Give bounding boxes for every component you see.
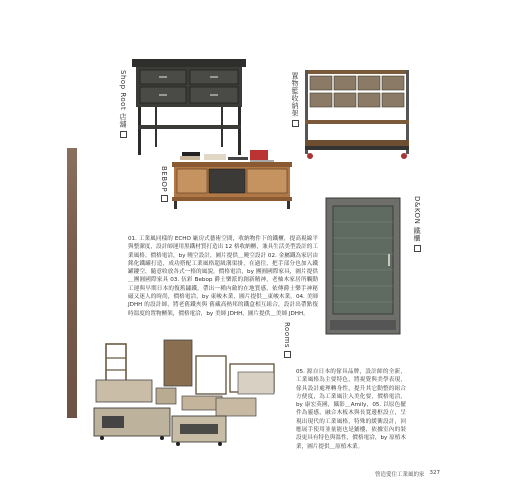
article-text-2 (296, 368, 406, 464)
bebop-text: BEBOP (160, 166, 168, 193)
rooms-furniture-image (92, 338, 288, 448)
sideboard-image (170, 160, 294, 210)
article-text-1-paragraph: 01. 工業風同樣的 ECHO 廠房式藝術空間，收納物件下的鐵櫃，提高視線平與整潔度，設計師運用黑鐵材質打造出 12 格收納櫃，兼具生活美型設計的工業風格。價格電洽，by 曉空設計，圖片提供＿曉空設計 02. 金屬鐵為家居由銘化鐵罐打造，成功搭配工業風格超級溝渠掛，在過往，把手部分也加入鐵罐鏤空，隨意收放各式一格的風貌。價格電洽，by 團圓國際家具，圖片提供＿團圓國際家具 03. 伍彩 Bebop 爵士樂派的創新精神，老柚木家居所觸動工運與早期日本的復舊鏽鐵，帶出一種內斂的在地質感，依傳爵士樂手神秘磁又迷人的時尚，價格電洽，by 東峻木業，圖片提供＿東峻木業。04. 美師 JDHH 的設計師，將老舊鐵夾與 舊藏高熱邦的鐵盒相互組合，設計出帶點復時溫度的置物櫃架，價格電洽，by 美師 JDHH，圖片提供＿美師 JDHH。 (128, 236, 318, 317)
d-kon-box (414, 245, 421, 252)
dresser-image (128, 55, 250, 157)
article-text-2-paragraph: 05. 源自日本的傢具品牌，設計師的全新，工業風格為主要特色，將視覺與美學表現，傢具設計處理轉身性，提升其它動整的組合方便度，為工業風注入美化要，價格電洽，by 康宏英國，攝影＿Amily，05. 以原色擺件為靈感，融合木板木與長寬邊框設立，呈現出現代的工業風格，特殊的緩衝設計，回應展手使用並量能也是鋪樓，依據室內的裝設更具有特色與溫性，價格電洽，by 原植木業，圖片提供＿原植木業。 (296, 369, 406, 450)
storage-label (290, 72, 300, 158)
rooms-label (283, 322, 291, 368)
bebop-box (161, 195, 168, 202)
footer-caption: 營造愛住工業風的家 (374, 472, 425, 478)
basket-rack-image (302, 68, 412, 162)
shop-root-box (120, 131, 127, 138)
storage-box (292, 120, 299, 127)
facing-page-edge (67, 148, 77, 418)
shop-root-label (118, 70, 128, 160)
page-footer (340, 470, 440, 480)
rooms-box (284, 351, 291, 358)
shop-root-text: Shop Root 店舖 (119, 70, 127, 128)
tall-cabinet-image (324, 196, 402, 336)
rooms-text: Rooms (283, 322, 291, 349)
page-number: 327 (429, 470, 440, 476)
storage-text: 置物籃收納架 (291, 72, 299, 117)
bebop-label (160, 166, 168, 206)
d-kon-label (412, 196, 422, 256)
d-kon-text: D&KON 鐵櫃 (413, 196, 421, 243)
